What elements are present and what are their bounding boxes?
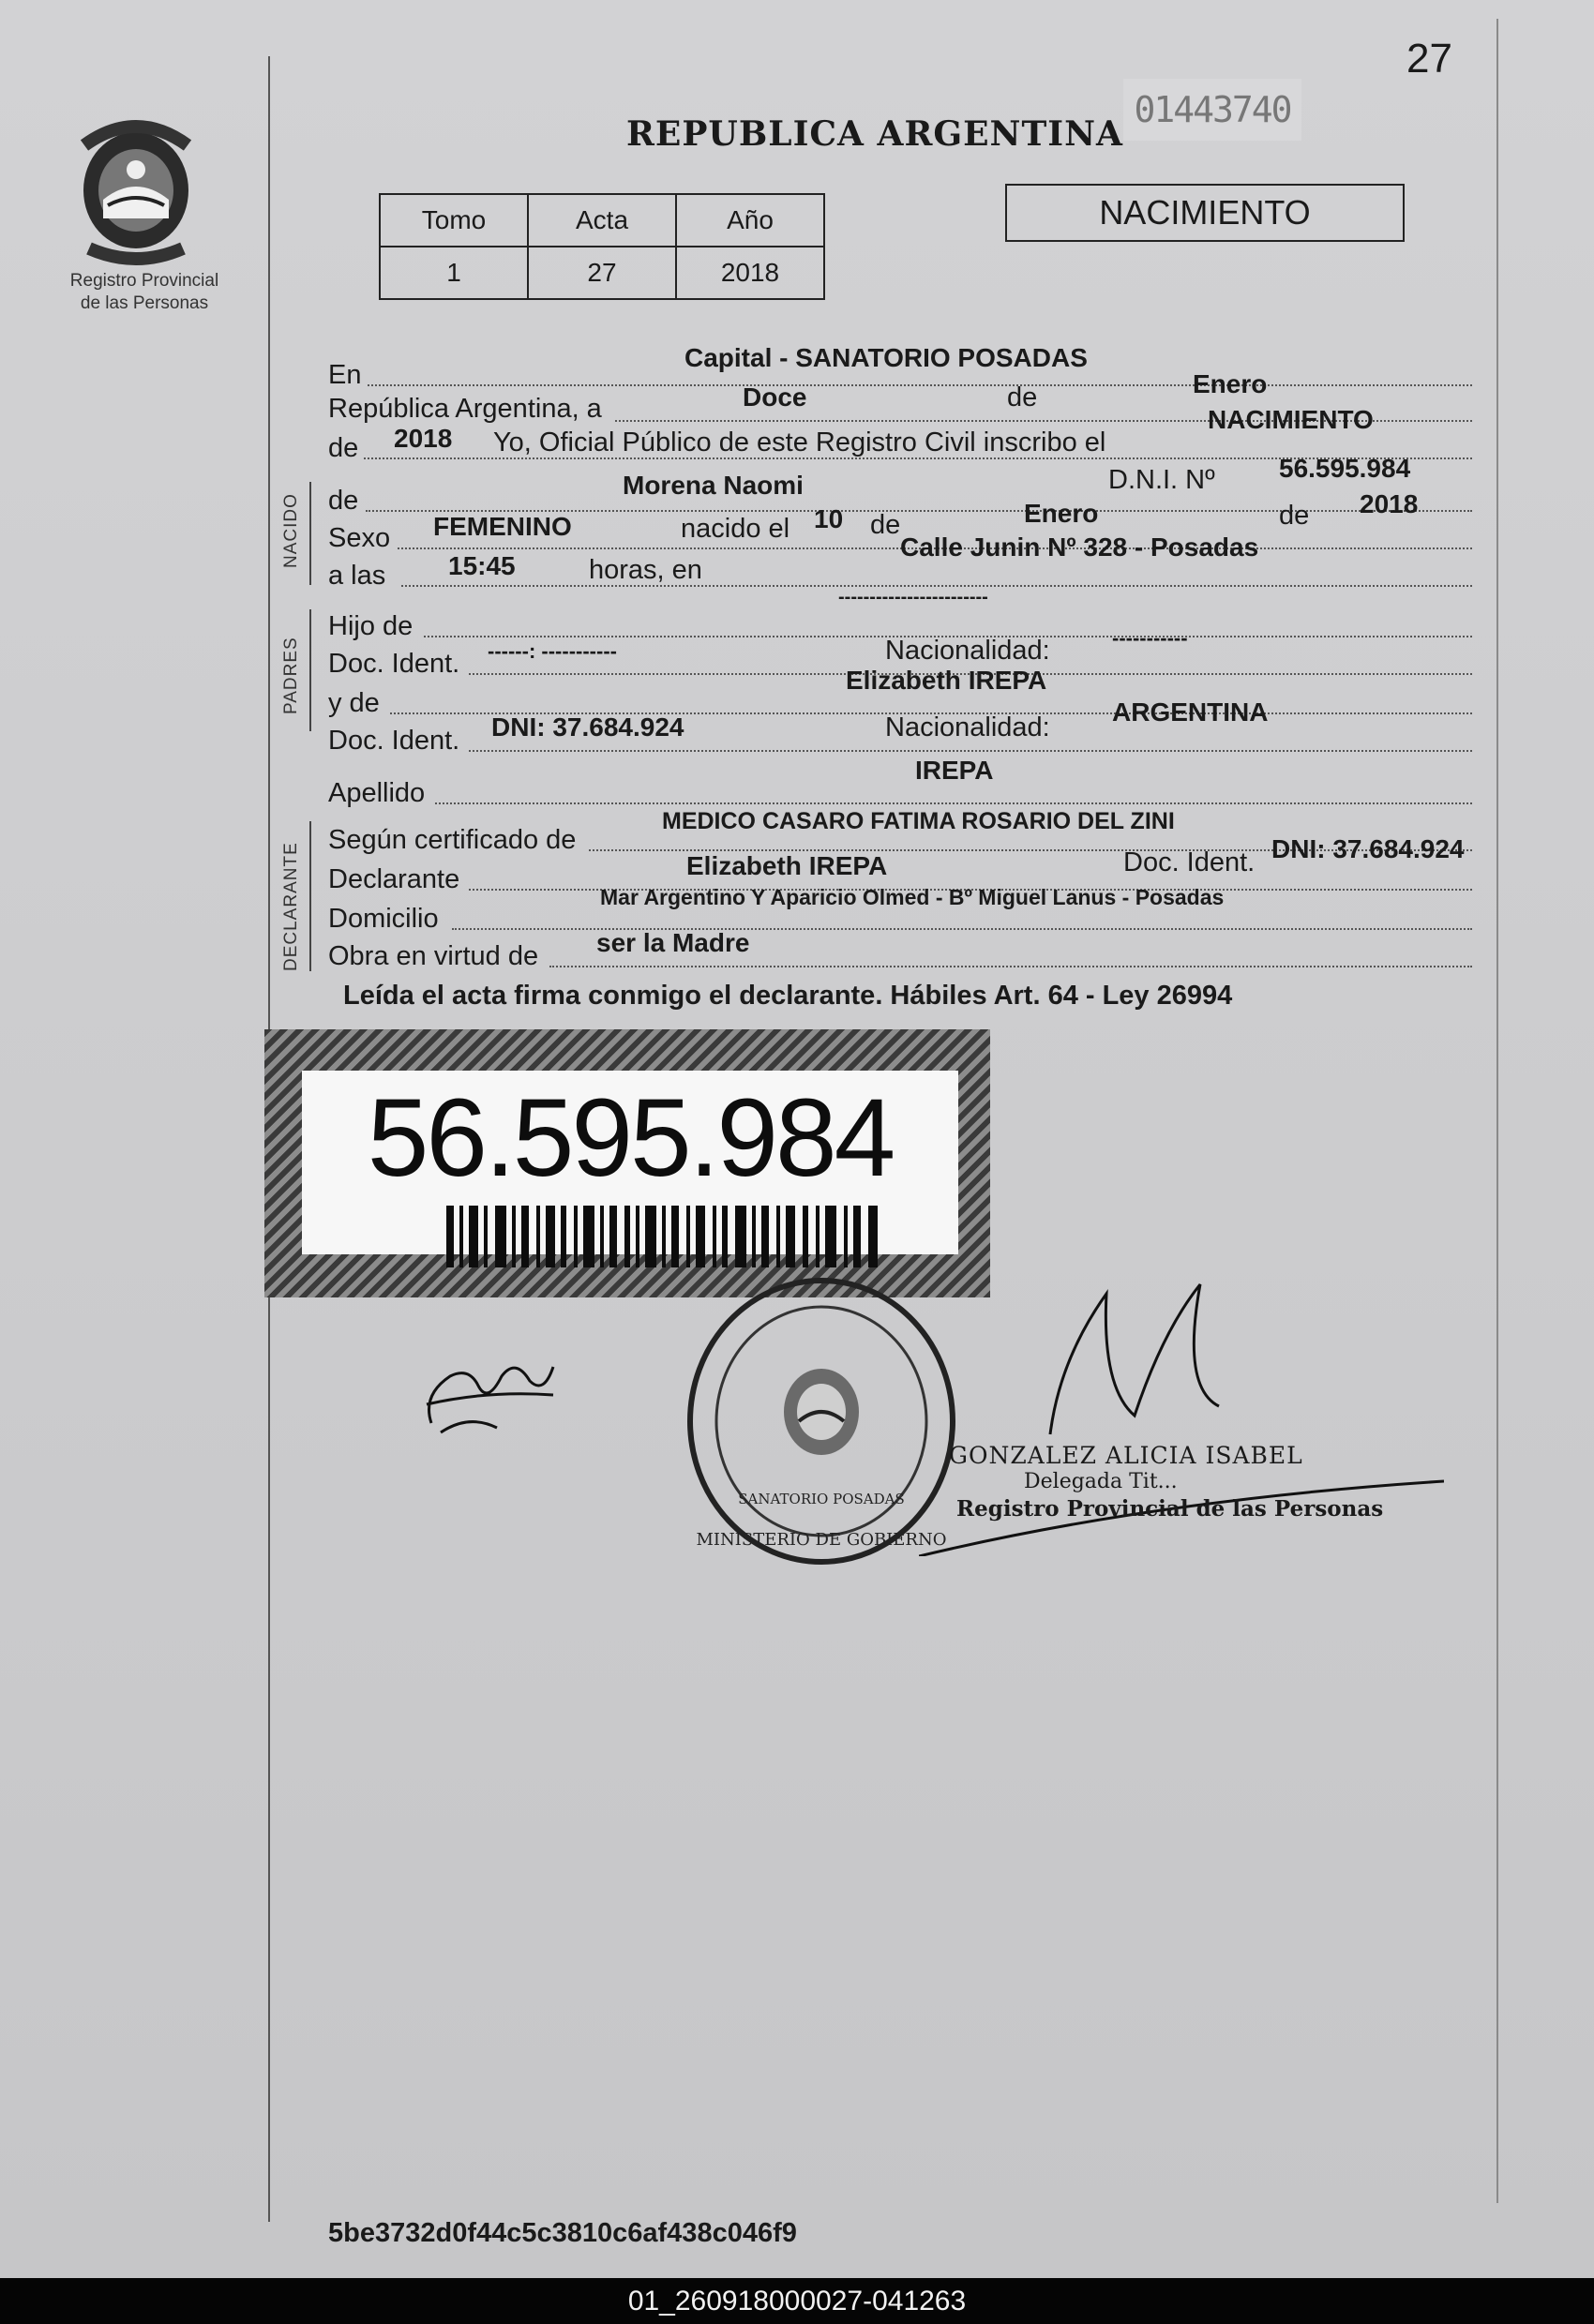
value-birth-day: 10 [814,504,844,533]
dotted-line [549,966,1472,967]
value-father: ------------------------ [838,587,988,607]
label-declarante: Declarante [328,864,460,894]
value-day: Doce [743,382,807,412]
label-de-name: de [328,486,359,516]
label-segun: Según certificado de [328,825,577,855]
label-obra: Obra en virtud de [328,941,539,971]
value-certificate: MEDICO CASARO FATIMA ROSARIO DEL ZINI [662,808,1175,834]
value-father-nat: ----------- [1112,626,1188,650]
label-republica: República Argentina, a [328,394,602,424]
value-birth-year: 2018 [1360,489,1419,518]
value-acta: 27 [528,247,676,299]
province-seal-icon [66,108,206,267]
section-divider [309,482,311,585]
value-declarant-doc: DNI: 37.684.924 [1271,834,1465,863]
tomo-acta-table [379,193,825,300]
barcode-icon [446,1206,878,1267]
label-de-b1: de [870,510,901,540]
value-mother-nat: ARGENTINA [1112,697,1269,727]
value-anio: 2018 [676,247,824,299]
right-margin-rule [1496,19,1498,2203]
value-father-doc: ------: ----------- [488,639,617,663]
label-nacido: nacido el [681,514,790,544]
label-apellido: Apellido [328,778,426,808]
country-title: REPUBLICA ARGENTINA [626,114,1123,154]
dotted-line [469,750,1472,752]
page-number: 27 [1406,36,1452,82]
record-type-box: NACIMIENTO [1005,184,1405,242]
dni-sticker-number: 56.595.984 [367,1076,894,1200]
label-nacionalidad-2: Nacionalidad: [885,712,1050,742]
registry-line-1: Registro Provincial [69,271,219,291]
label-domicilio: Domicilio [328,904,439,934]
value-name: Morena Naomi [623,471,804,500]
label-doc-3: Doc. Ident. [1123,847,1256,877]
value-mother-doc: DNI: 37.684.924 [491,712,684,742]
label-nacionalidad-1: Nacionalidad: [885,636,1050,666]
value-address: Calle Junin Nº 328 - Posadas [900,532,1259,562]
value-declarant: Elizabeth IREPA [686,851,888,880]
label-doc-2: Doc. Ident. [328,726,460,756]
registry-line-2: de las Personas [80,293,209,313]
header-acta: Acta [528,194,676,247]
section-divider [309,609,311,731]
label-y-de: y de [328,688,380,718]
dni-sticker [264,1029,990,1297]
value-sex: FEMENINO [433,512,572,541]
label-a-las: a las [328,561,386,591]
value-year: 2018 [394,424,453,453]
svg-text:SANATORIO POSADAS: SANATORIO POSADAS [738,1491,905,1507]
value-surname: IREPA [915,756,994,785]
label-hijo: Hijo de [328,611,414,641]
header-tomo: Tomo [380,194,528,247]
value-dni: 56.595.984 [1279,454,1411,483]
label-doc-1: Doc. Ident. [328,649,460,679]
value-capacity: ser la Madre [596,928,750,957]
section-divider [309,821,311,971]
label-de-year: de [328,433,359,463]
value-mother: Elizabeth IREPA [846,666,1047,695]
label-en: En [328,360,362,390]
signer-name: GONZALEZ ALICIA ISABEL [949,1442,1303,1469]
value-record: NACIMIENTO [1208,405,1374,434]
signer-org: Registro Provincial de las Personas [956,1496,1384,1522]
value-month: Enero [1193,369,1268,398]
label-de-month: de [1007,382,1038,412]
document-hash: 5be3732d0f44c5c3810c6af438c046f9 [328,2218,797,2248]
svg-text:MINISTERIO DE GOBIERNO: MINISTERIO DE GOBIERNO [696,1530,947,1550]
dotted-line [368,384,1472,386]
footer-id-bar: 01_260918000027-041263 [0,2278,1594,2324]
value-place: Capital - SANATORIO POSADAS [684,343,1088,372]
signer-title: Delegada Tit... [1024,1470,1178,1493]
value-domicile: Mar Argentino Y Aparicio Olmed - Bº Miguel Lanus - Posadas [600,885,1225,909]
label-oficial: Yo, Oficial Público de este Registro Civil inscribo el [493,427,1106,457]
section-padres-label: PADRES [281,637,301,714]
label-dni: D.N.I. Nº [1108,465,1215,495]
section-declarante-label: DECLARANTE [281,842,301,971]
closing-statement: Leída el acta firma conmigo el declarante. Hábiles Art. 64 - Ley 26994 [343,981,1233,1011]
label-horas: horas, en [589,555,702,585]
value-birth-month: Enero [1024,499,1099,528]
label-sexo: Sexo [328,523,391,553]
serial-number: 01443740 [1123,79,1301,141]
table-header-row [380,194,824,247]
registry-name [51,270,238,315]
table-value-row [380,247,824,299]
dni-sticker-inner [302,1071,958,1254]
declarant-signature-icon [413,1339,563,1442]
label-de-b2: de [1279,501,1310,531]
value-tomo: 1 [380,247,528,299]
section-nacido-label: NACIDO [281,493,301,568]
dotted-line [435,802,1472,804]
value-time: 15:45 [448,551,516,580]
header-anio: Año [676,194,824,247]
